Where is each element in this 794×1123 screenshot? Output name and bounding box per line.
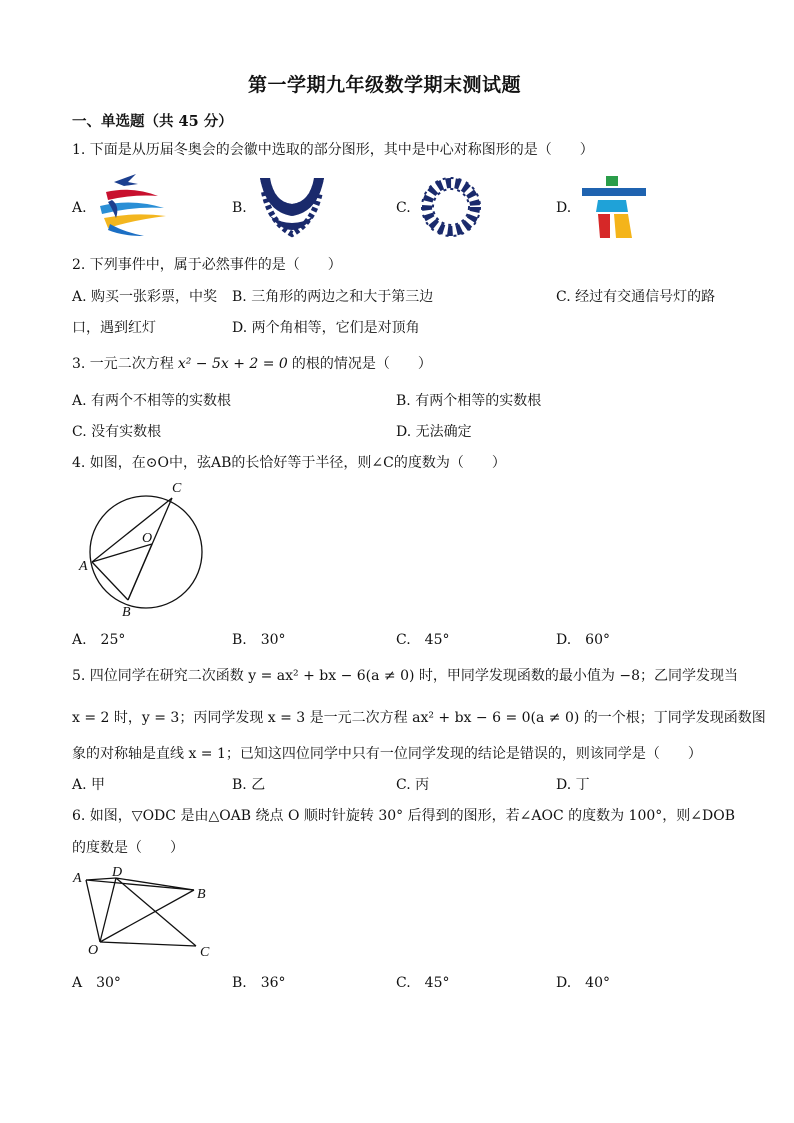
q4-option-b: B. 30° xyxy=(232,632,286,648)
q4-label-a: A xyxy=(79,559,88,574)
q6-option-b: B. 36° xyxy=(232,975,286,991)
q1-option-b: B. xyxy=(232,200,247,216)
q2-stem: 2. 下列事件中，属于必然事件的是（ ） xyxy=(72,257,342,273)
q4-option-a: A. 25° xyxy=(72,632,126,648)
q3-equation: x² − 5x + 2 = 0 xyxy=(177,356,288,372)
q6-option-d: D. 40° xyxy=(556,975,610,991)
q3-stem-a: 3. 一元二次方程 xyxy=(72,356,174,372)
q2-option-c: C. 经过有交通信号灯的路 xyxy=(556,289,716,305)
q4-label-c: C xyxy=(172,481,182,496)
q5-option-a: A. 甲 xyxy=(72,777,106,793)
q5-line-1: 5. 四位同学在研究二次函数 y = ax² + bx − 6(a ≠ 0) 时，甲同学发现函数的最小值为 −8；乙同学发现当 xyxy=(72,668,739,684)
q1-option-d: D. xyxy=(556,200,572,216)
q6-label-c: C xyxy=(200,945,210,960)
q4-option-c: C. 45° xyxy=(396,632,450,648)
checkered-ring-emblem-image xyxy=(420,176,482,238)
q3-stem-b: 的根的情况是（ ） xyxy=(291,356,432,372)
q3-option-d: D. 无法确定 xyxy=(396,424,472,440)
q3-stem xyxy=(72,355,432,373)
q6-option-a: A 30° xyxy=(72,975,121,991)
q2-option-c-cont: 口，遇到红灯 xyxy=(72,320,156,336)
q1-stem: 1. 下面是从历届冬奥会的会徽中选取的部分图形，其中是中心对称图形的是（ ） xyxy=(72,142,594,158)
q6-label-a: A xyxy=(73,871,82,886)
q6-line-1: 6. 如图，▽ODC 是由△OAB 绕点 O 顺时针旋转 30° 后得到的图形，若∠AOC 的度数为 100°，则∠DOB xyxy=(72,808,735,824)
q5-option-b: B. 乙 xyxy=(232,777,266,793)
checkered-arc-emblem-image xyxy=(256,172,328,244)
q3-option-a: A. 有两个不相等的实数根 xyxy=(72,393,232,409)
q4-stem: 4. 如图，在⊙O中，弦AB的长恰好等于半径，则∠C的度数为（ ） xyxy=(72,455,506,471)
q4-circle-figure xyxy=(74,474,214,624)
q1-option-a: A. xyxy=(72,200,87,216)
q3-option-b: B. 有两个相等的实数根 xyxy=(396,393,542,409)
q4-label-o: O xyxy=(142,531,153,546)
q4-option-d: D. 60° xyxy=(556,632,610,648)
q5-line-3: 象的对称轴是直线 x = 1；已知这四位同学中只有一位同学发现的结论是错误的，则该同学是（ ） xyxy=(72,746,702,762)
beijing-emblem-image xyxy=(94,172,174,240)
q5-option-d: D. 丁 xyxy=(556,777,590,793)
q2-option-d: D. 两个角相等，它们是对顶角 xyxy=(232,320,420,336)
q6-label-o: O xyxy=(88,943,99,958)
q1-option-c: C. xyxy=(396,200,411,216)
q6-label-d: D xyxy=(112,865,123,880)
q4-label-b: B xyxy=(122,605,131,620)
q6-line-2: 的度数是（ ） xyxy=(72,840,184,856)
q2-option-b: B. 三角形的两边之和大于第三边 xyxy=(232,289,434,305)
q2-option-a: A. 购买一张彩票，中奖 xyxy=(72,289,218,305)
q5-line-2: x = 2 时，y = 3；丙同学发现 x = 3 是一元二次方程 ax² + bx − 6 = 0(a ≠ 0) 的一个根；丁同学发现函数图 xyxy=(72,710,766,726)
q6-option-c: C. 45° xyxy=(396,975,450,991)
q5-option-c: C. 丙 xyxy=(396,777,430,793)
section-header: 一、单选题（共 45 分） xyxy=(72,113,233,130)
q6-label-b: B xyxy=(197,887,206,902)
inukshuk-emblem-image xyxy=(580,174,650,242)
q6-rotation-figure xyxy=(70,862,220,962)
page-title: 第一学期九年级数学期末测试题 xyxy=(248,74,522,96)
q3-option-c: C. 没有实数根 xyxy=(72,424,162,440)
